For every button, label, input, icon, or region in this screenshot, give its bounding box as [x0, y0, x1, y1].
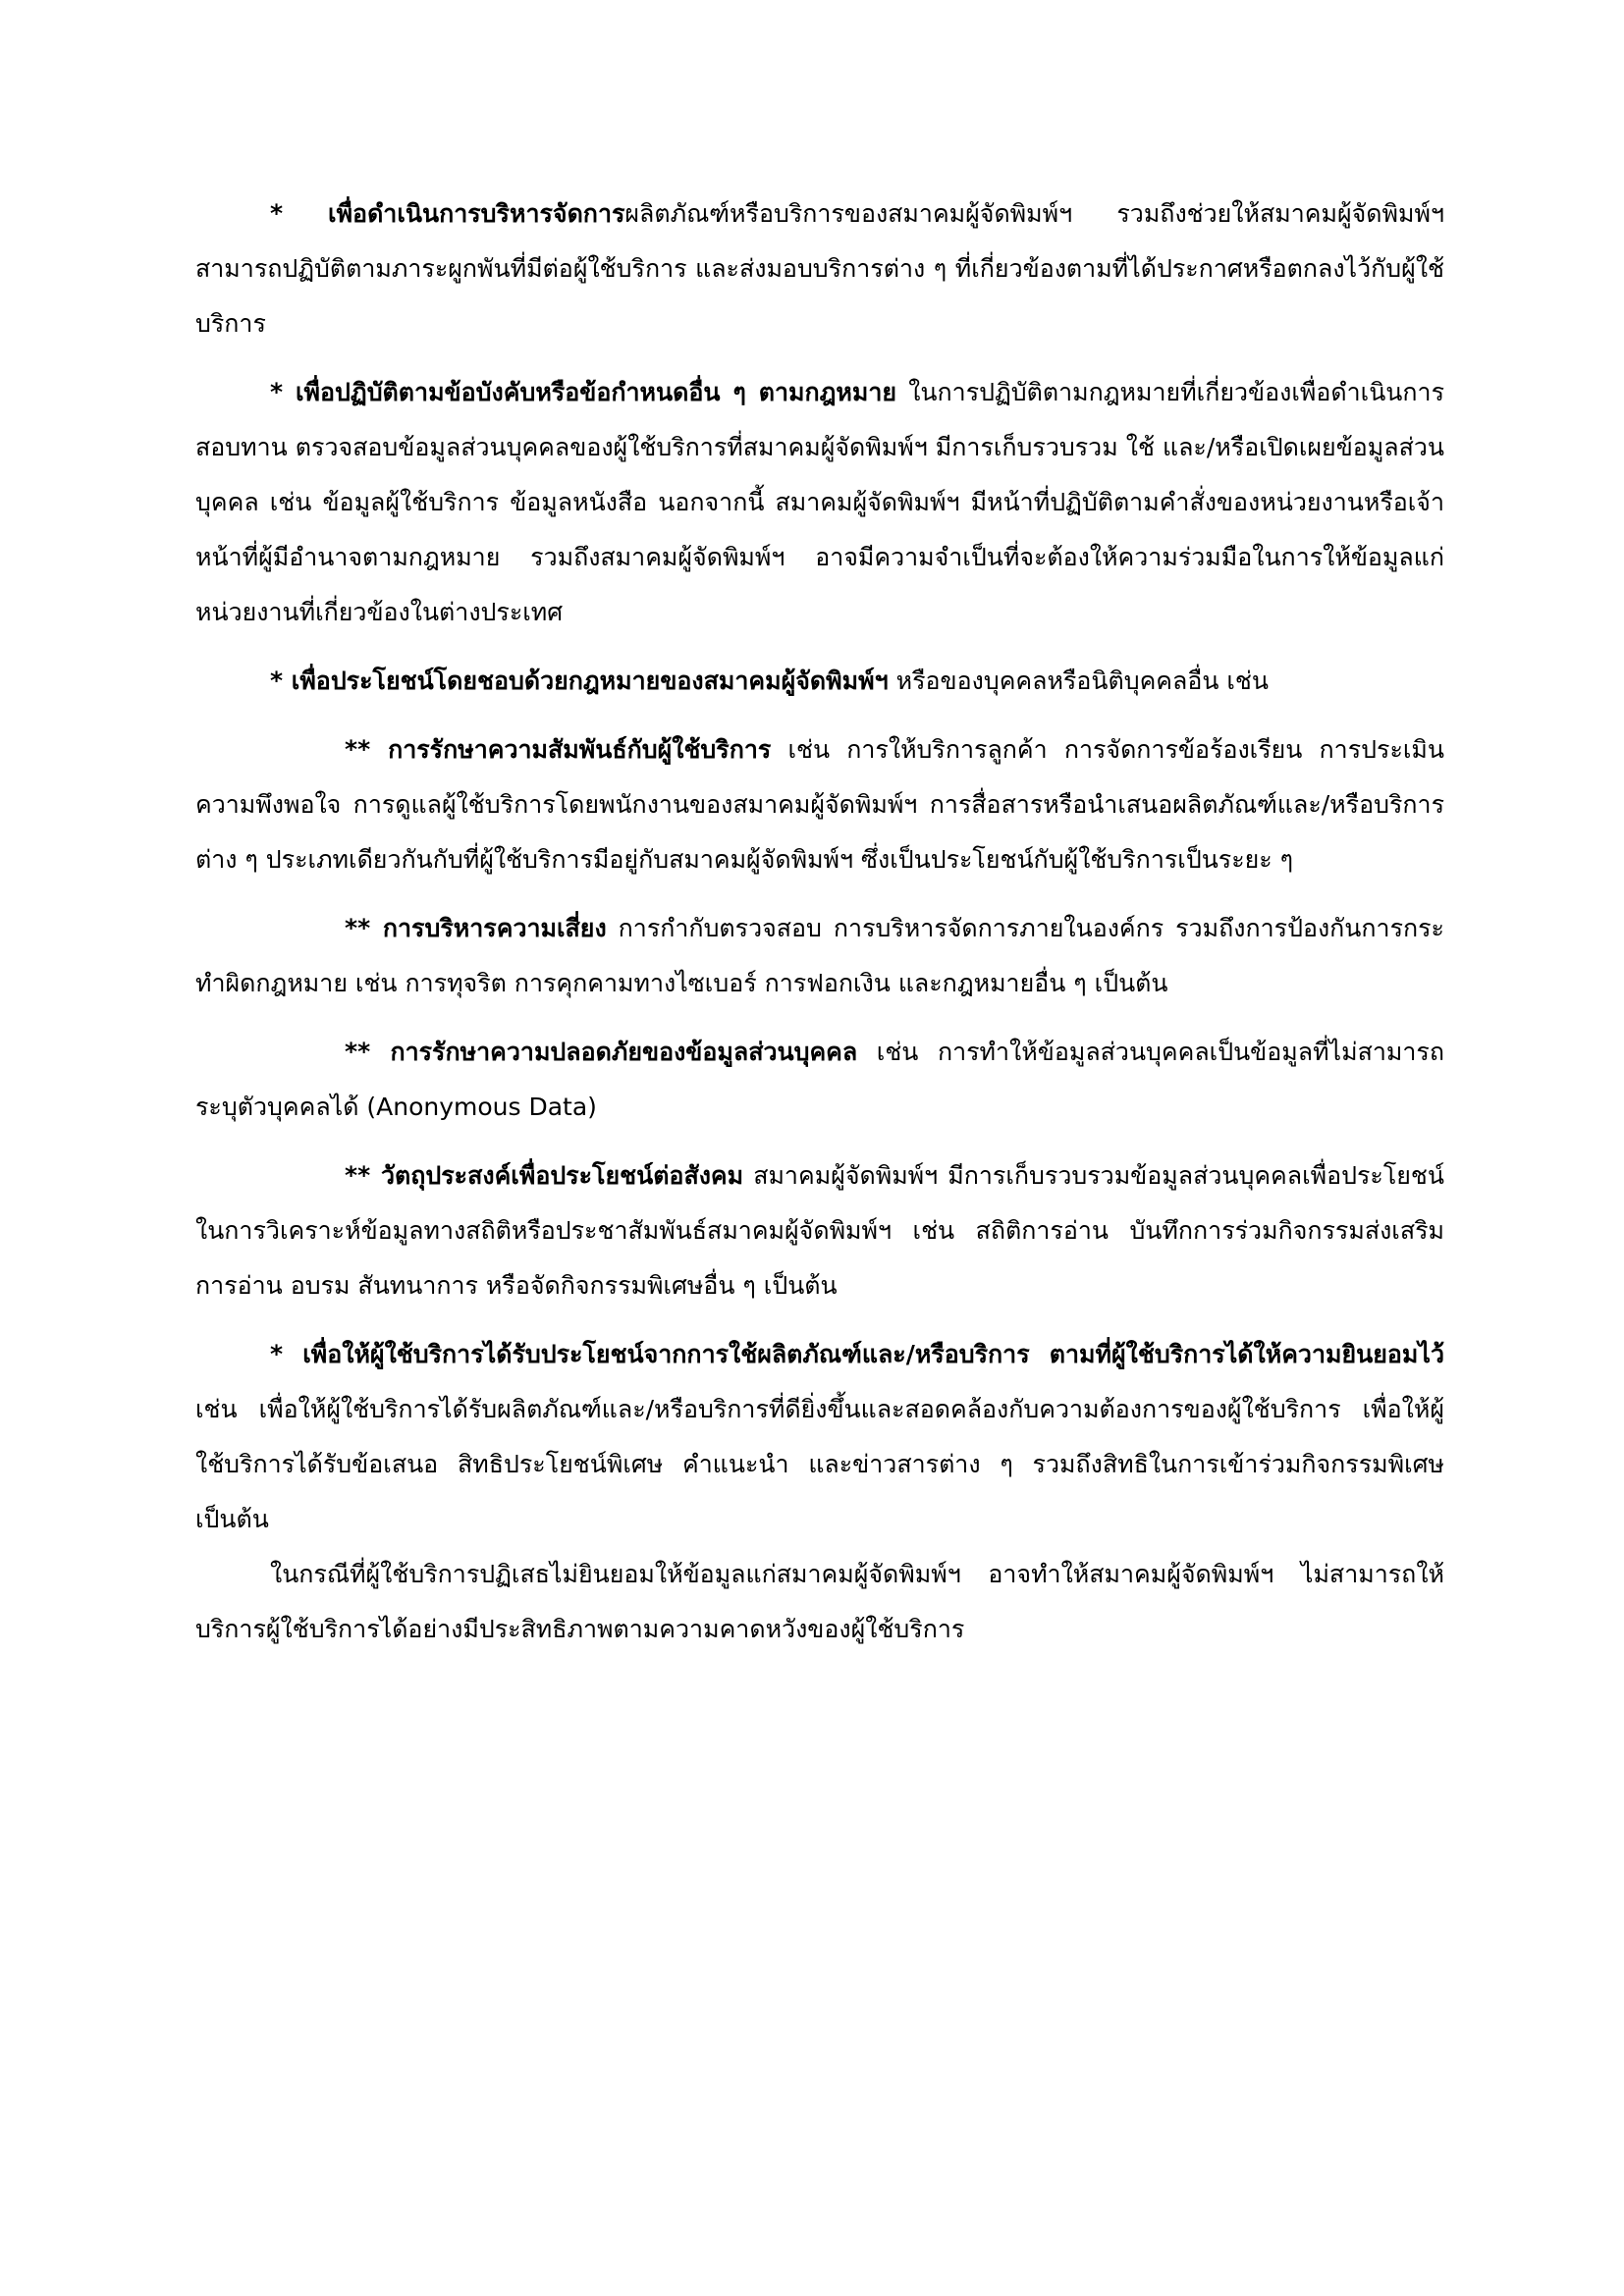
data-security-text: เช่น การทำให้ข้อมูลส่วนบุคคลเป็นข้อมูลที่ไม่สามารถระบุตัวบุคคลได้ (Anonymous Data)	[195, 1038, 1444, 1121]
purpose-legitimate-interest-heading: * เพื่อประโยชน์โดยชอบด้วยกฎหมายของสมาคมผู้จัดพิมพ์ฯ	[270, 667, 889, 695]
purpose-legal-compliance-paragraph	[195, 365, 1444, 640]
purpose-consent-benefit-heading: * เพื่อให้ผู้ใช้บริการได้รับประโยชน์จากการใช้ผลิตภัณฑ์และ/หรือบริการ ตามที่ผู้ใช้บริการได้ให้ความยินยอมไว้	[270, 1340, 1444, 1368]
data-security-heading: ** การรักษาความปลอดภัยของข้อมูลส่วนบุคคล	[345, 1038, 858, 1066]
refusal-consequence-paragraph	[195, 1547, 1444, 1657]
customer-relationship-heading: ** การรักษาความสัมพันธ์กับผู้ใช้บริการ	[345, 735, 772, 764]
risk-management-heading: ** การบริหารความเสี่ยง	[345, 914, 607, 942]
risk-management-paragraph	[195, 901, 1444, 1011]
refusal-consequence-text: ในกรณีที่ผู้ใช้บริการปฏิเสธไม่ยินยอมให้ข้อมูลแก่สมาคมผู้จัดพิมพ์ฯ อาจทำให้สมาคมผู้จัดพิมพ์ฯ ไม่สามารถให้บริการผู้ใช้บริการได้อย่างมีประสิทธิภาพตามความคาดหวังของผู้ใช้บริการ	[195, 1560, 1444, 1643]
customer-relationship-text: เช่น การให้บริการลูกค้า การจัดการข้อร้องเรียน การประเมินความพึงพอใจ การดูแลผู้ใช้บริการโดยพนักงานของสมาคมผู้จัดพิมพ์ฯ การสื่อสารหรือนำเสนอผลิตภัณฑ์และ/หรือบริการต่าง ๆ ประเภทเดียวกันกับที่ผู้ใช้บริการมีอยู่กับสมาคมผู้จัดพิมพ์ฯ ซึ่งเป็นประโยชน์กับผู้ใช้บริการเป็นระยะ ๆ	[195, 735, 1444, 874]
data-security-paragraph	[195, 1025, 1444, 1135]
purpose-management-text: ผลิตภัณฑ์หรือบริการของสมาคมผู้จัดพิมพ์ฯ รวมถึงช่วยให้สมาคมผู้จัดพิมพ์ฯ สามารถปฏิบัติตามภาระผูกพันที่มีต่อผู้ใช้บริการ และส่งมอบบริการต่าง ๆ ที่เกี่ยวข้องตามที่ได้ประกาศหรือตกลงไว้กับผู้ใช้บริการ	[195, 199, 1444, 338]
purpose-legal-compliance-heading: * เพื่อปฏิบัติตามข้อบังคับหรือข้อกำหนดอื่น ๆ ตามกฎหมาย	[270, 378, 897, 406]
purpose-management-paragraph	[195, 187, 1444, 351]
purpose-legitimate-interest-paragraph	[195, 654, 1444, 709]
customer-relationship-paragraph	[195, 722, 1444, 887]
purpose-management-heading: * เพื่อดำเนินการบริหารจัดการ	[270, 199, 625, 228]
purpose-legal-compliance-text: ในการปฏิบัติตามกฎหมายที่เกี่ยวข้องเพื่อดำเนินการสอบทาน ตรวจสอบข้อมูลส่วนบุคคลของผู้ใช้บริการที่สมาคมผู้จัดพิมพ์ฯ มีการเก็บรวบรวม ใช้ และ/หรือเปิดเผยข้อมูลส่วนบุคคล เช่น ข้อมูลผู้ใช้บริการ ข้อมูลหนังสือ นอกจากนี้ สมาคมผู้จัดพิมพ์ฯ มีหน้าที่ปฏิบัติตามคำสั่งของหน่วยงานหรือเจ้าหน้าที่ผู้มีอำนาจตามกฎหมาย รวมถึงสมาคมผู้จัดพิมพ์ฯ อาจมีความจำเป็นที่จะต้องให้ความร่วมมือในการให้ข้อมูลแก่หน่วยงานที่เกี่ยวข้องในต่างประเทศ	[195, 378, 1444, 626]
social-benefit-paragraph	[195, 1148, 1444, 1313]
social-benefit-text: สมาคมผู้จัดพิมพ์ฯ มีการเก็บรวบรวมข้อมูลส่วนบุคคลเพื่อประโยชน์ในการวิเคราะห์ข้อมูลทางสถิติหรือประชาสัมพันธ์สมาคมผู้จัดพิมพ์ฯ เช่น สถิติการอ่าน บันทึกการร่วมกิจกรรมส่งเสริมการอ่าน อบรม สันทนาการ หรือจัดกิจกรรมพิเศษอื่น ๆ เป็นต้น	[195, 1161, 1444, 1300]
purpose-consent-benefit-text: เช่น เพื่อให้ผู้ใช้บริการได้รับผลิตภัณฑ์และ/หรือบริการที่ดียิ่งขึ้นและสอดคล้องกับความต้องการของผู้ใช้บริการ เพื่อให้ผู้ใช้บริการได้รับข้อเสนอ สิทธิประโยชน์พิเศษ คำแนะนำ และข่าวสารต่าง ๆ รวมถึงสิทธิในการเข้าร่วมกิจกรรมพิเศษ เป็นต้น	[195, 1395, 1444, 1533]
purpose-consent-benefit-paragraph	[195, 1327, 1444, 1547]
document-body	[195, 187, 1444, 1657]
risk-management-text: การกำกับตรวจสอบ การบริหารจัดการภายในองค์กร รวมถึงการป้องกันการกระทำผิดกฎหมาย เช่น การทุจริต การคุกคามทางไซเบอร์ การฟอกเงิน และกฎหมายอื่น ๆ เป็นต้น	[195, 914, 1444, 997]
social-benefit-heading: ** วัตถุประสงค์เพื่อประโยชน์ต่อสังคม	[345, 1161, 744, 1190]
purpose-legitimate-interest-text: หรือของบุคคลหรือนิติบุคคลอื่น เช่น	[888, 667, 1269, 695]
